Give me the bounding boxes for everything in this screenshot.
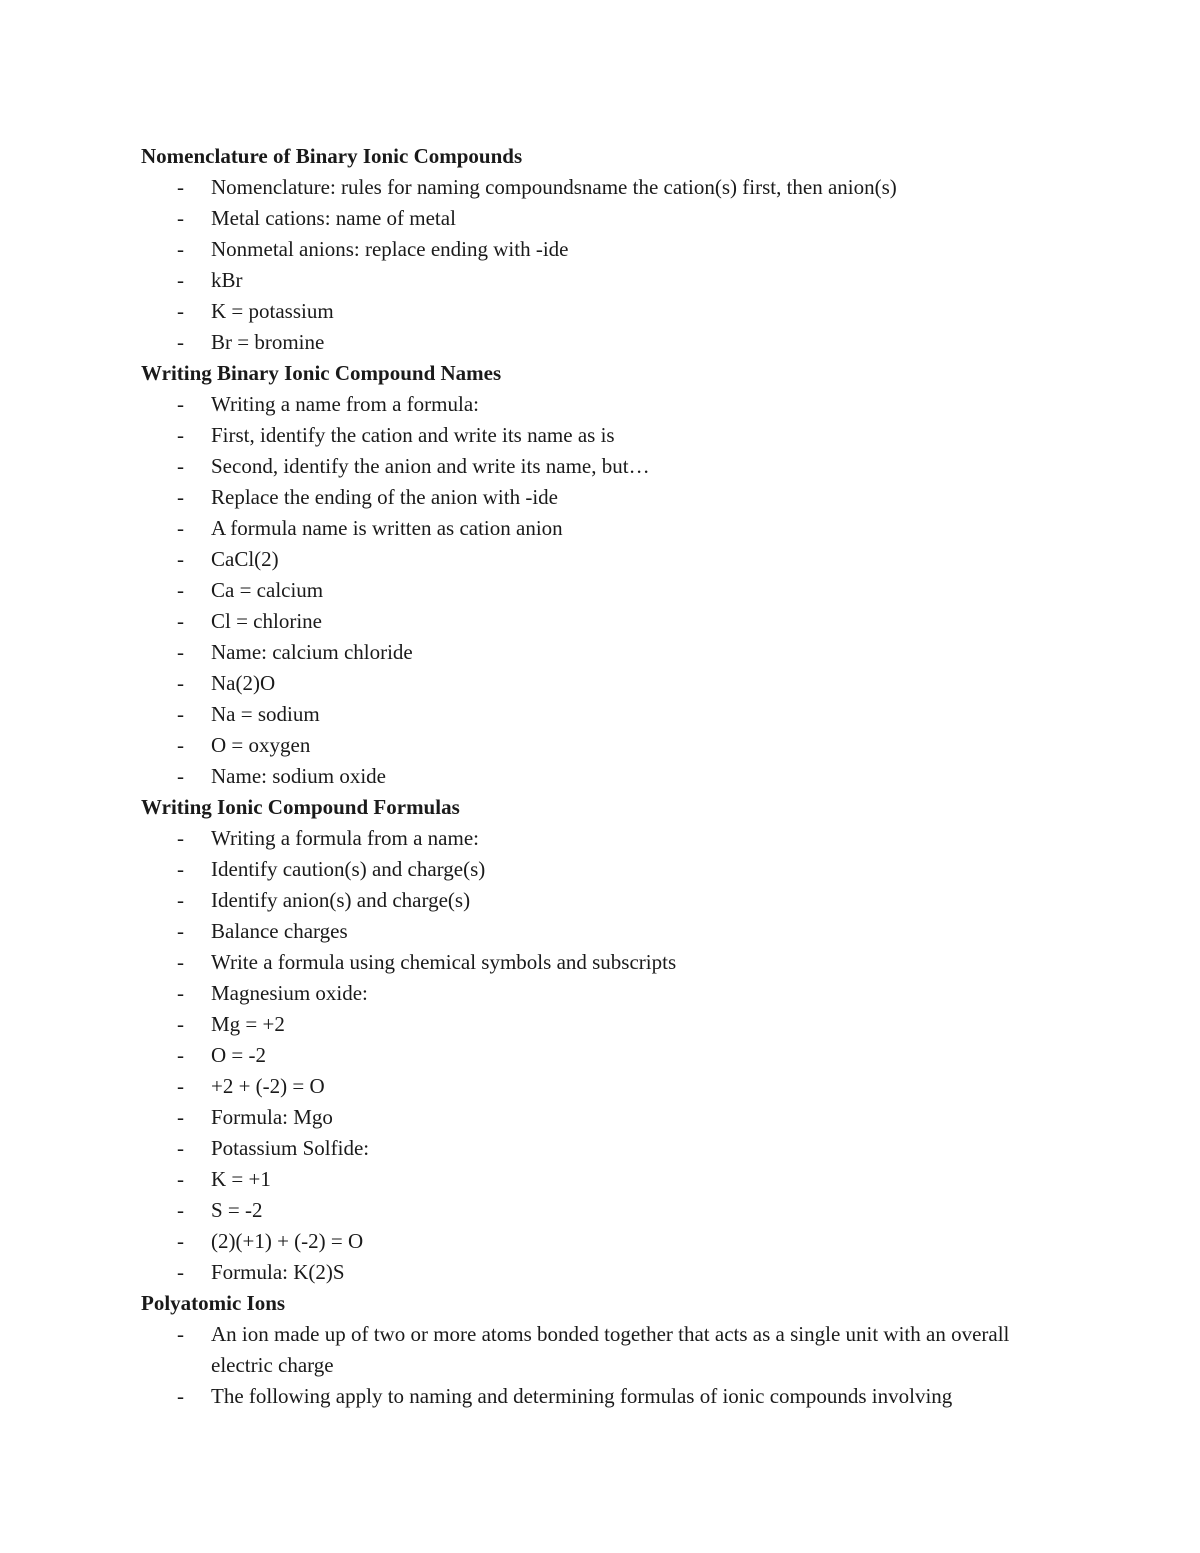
list-item-text: Name: sodium oxide — [211, 764, 386, 788]
list-item-text: kBr — [211, 268, 243, 292]
bullet-dash: - — [177, 640, 184, 664]
list-item — [141, 513, 1061, 544]
list-item-text: Ca = calcium — [211, 578, 324, 602]
list-item-text: Potassium Solfide: — [211, 1136, 370, 1160]
bullet-dash: - — [177, 516, 184, 540]
list-item — [141, 234, 1061, 265]
bullet-dash: - — [177, 423, 184, 447]
list-item — [141, 916, 1061, 947]
list-item — [141, 203, 1061, 234]
bullet-dash: - — [177, 1167, 184, 1191]
bullet-dash: - — [177, 1198, 184, 1222]
bullet-dash: - — [177, 857, 184, 881]
section-heading: Writing Binary Ionic Compound Names — [141, 361, 502, 385]
list-item — [141, 699, 1061, 730]
list-item-text: Writing a formula from a name: — [211, 826, 479, 850]
bullet-dash: - — [177, 1384, 184, 1408]
list-item-text: Second, identify the anion and write its name, but… — [211, 454, 650, 478]
list-item — [141, 606, 1061, 637]
list-item-text: A formula name is written as cation anion — [211, 516, 563, 540]
bullet-dash: - — [177, 1136, 184, 1160]
list-item-text: CaCl(2) — [211, 547, 279, 571]
bullet-list — [141, 389, 1061, 792]
bullet-dash: - — [177, 1322, 184, 1346]
bullet-dash: - — [177, 764, 184, 788]
list-item — [141, 1195, 1061, 1226]
bullet-dash: - — [177, 454, 184, 478]
section-heading: Polyatomic Ions — [141, 1291, 286, 1315]
list-item — [141, 1133, 1061, 1164]
bullet-dash: - — [177, 1105, 184, 1129]
document-content — [141, 141, 1061, 1412]
list-item — [141, 761, 1061, 792]
list-item — [141, 668, 1061, 699]
bullet-dash: - — [177, 671, 184, 695]
list-item-text: Nomenclature: rules for naming compoundsname the cation(s) first, then anion(s) — [211, 175, 897, 199]
list-item-text: Write a formula using chemical symbols and subscripts — [211, 950, 677, 974]
bullet-dash: - — [177, 609, 184, 633]
list-item — [141, 885, 1061, 916]
list-item — [141, 1071, 1061, 1102]
bullet-dash: - — [177, 702, 184, 726]
list-item-text: O = oxygen — [211, 733, 311, 757]
list-item — [141, 823, 1061, 854]
list-item — [141, 172, 1061, 203]
list-item — [141, 265, 1061, 296]
list-item — [141, 1319, 1061, 1381]
section-heading: Nomenclature of Binary Ionic Compounds — [141, 144, 523, 168]
list-item-text: Name: calcium chloride — [211, 640, 413, 664]
list-item — [141, 1009, 1061, 1040]
list-item-text: Na = sodium — [211, 702, 320, 726]
list-item — [141, 637, 1061, 668]
list-item — [141, 1226, 1061, 1257]
bullet-dash: - — [177, 1260, 184, 1284]
list-item — [141, 389, 1061, 420]
bullet-dash: - — [177, 268, 184, 292]
list-item-text: The following apply to naming and determining formulas of ionic compounds involving — [211, 1384, 953, 1408]
list-item-text: Balance charges — [211, 919, 348, 943]
list-item — [141, 327, 1061, 358]
list-item-text: Writing a name from a formula: — [211, 392, 479, 416]
bullet-dash: - — [177, 981, 184, 1005]
list-item-text: Formula: Mgo — [211, 1105, 333, 1129]
list-item — [141, 1040, 1061, 1071]
bullet-dash: - — [177, 206, 184, 230]
bullet-dash: - — [177, 547, 184, 571]
list-item-text: +2 + (-2) = O — [211, 1074, 325, 1098]
list-item — [141, 575, 1061, 606]
bullet-dash: - — [177, 299, 184, 323]
list-item-text: K = +1 — [211, 1167, 271, 1191]
list-item-text: Identify caution(s) and charge(s) — [211, 857, 486, 881]
list-item — [141, 420, 1061, 451]
list-item — [141, 544, 1061, 575]
bullet-dash: - — [177, 1229, 184, 1253]
list-item — [141, 1102, 1061, 1133]
list-item — [141, 1164, 1061, 1195]
list-item — [141, 947, 1061, 978]
list-item-text: Nonmetal anions: replace ending with -ide — [211, 237, 569, 261]
bullet-list — [141, 172, 1061, 358]
list-item-text: Metal cations: name of metal — [211, 206, 456, 230]
list-item-text: Na(2)O — [211, 671, 276, 695]
bullet-dash: - — [177, 578, 184, 602]
list-item-text: K = potassium — [211, 299, 334, 323]
section-heading: Writing Ionic Compound Formulas — [141, 795, 460, 819]
list-item — [141, 1257, 1061, 1288]
list-item — [141, 730, 1061, 761]
bullet-list — [141, 1319, 1061, 1412]
list-item-text: Mg = +2 — [211, 1012, 285, 1036]
list-item-text: (2)(+1) + (-2) = O — [211, 1229, 364, 1253]
list-item-text: Br = bromine — [211, 330, 325, 354]
list-item — [141, 854, 1061, 885]
list-item-text: S = -2 — [211, 1198, 263, 1222]
list-item-text: O = -2 — [211, 1043, 267, 1067]
list-item — [141, 296, 1061, 327]
bullet-dash: - — [177, 175, 184, 199]
bullet-dash: - — [177, 950, 184, 974]
list-item — [141, 482, 1061, 513]
list-item-text: First, identify the cation and write its name as is — [211, 423, 615, 447]
list-item-text: Magnesium oxide: — [211, 981, 368, 1005]
bullet-dash: - — [177, 733, 184, 757]
bullet-dash: - — [177, 1074, 184, 1098]
list-item-text: Identify anion(s) and charge(s) — [211, 888, 471, 912]
list-item — [141, 451, 1061, 482]
bullet-dash: - — [177, 485, 184, 509]
bullet-dash: - — [177, 1012, 184, 1036]
list-item-text: Replace the ending of the anion with -ide — [211, 485, 558, 509]
list-item-text: An ion made up of two or more atoms bonded together that acts as a single unit with an overall electric charge — [211, 1322, 1010, 1377]
list-item — [141, 1381, 1061, 1412]
bullet-dash: - — [177, 888, 184, 912]
bullet-list — [141, 823, 1061, 1288]
bullet-dash: - — [177, 392, 184, 416]
bullet-dash: - — [177, 237, 184, 261]
bullet-dash: - — [177, 919, 184, 943]
bullet-dash: - — [177, 330, 184, 354]
list-item — [141, 978, 1061, 1009]
list-item-text: Formula: K(2)S — [211, 1260, 345, 1284]
bullet-dash: - — [177, 826, 184, 850]
bullet-dash: - — [177, 1043, 184, 1067]
list-item-text: Cl = chlorine — [211, 609, 322, 633]
